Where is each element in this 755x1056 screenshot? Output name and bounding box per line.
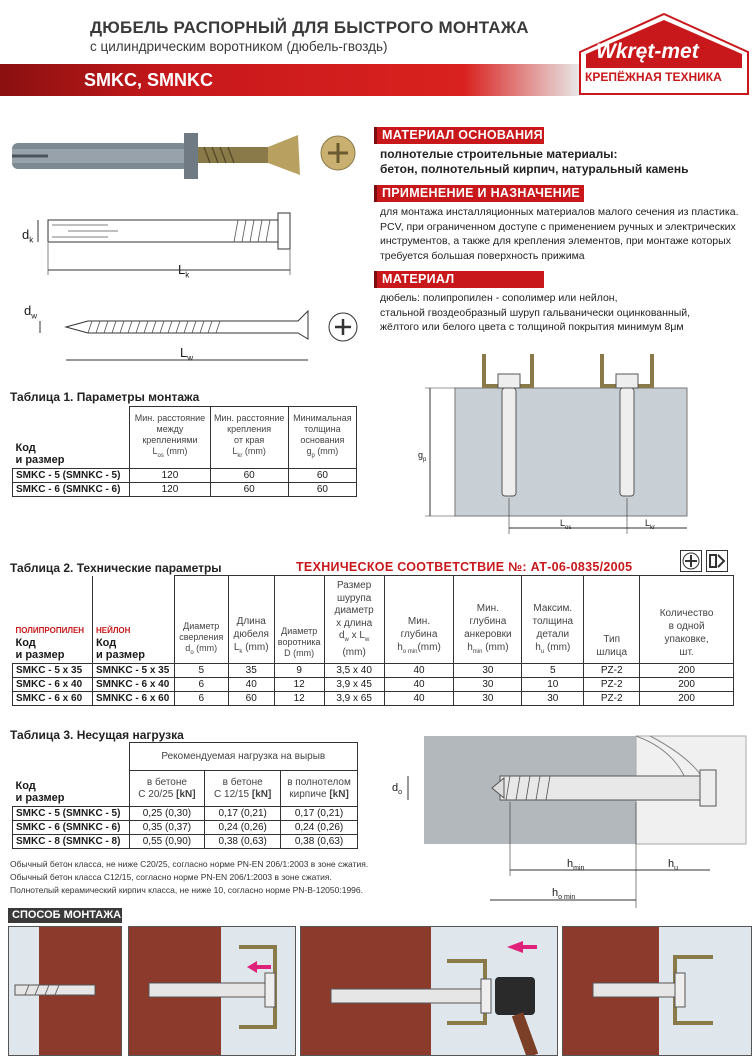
table-row: SMKC - 6 x 60 SMNKC - 6 x 60 6 60 12 3,9 x 65 40 30 30 PZ-2 200 — [13, 692, 734, 706]
table3 — [12, 742, 358, 849]
gp-label: $g_p$ — [418, 450, 427, 463]
table-row: SMKC - 6 (SMNKC - 6) 120 60 60 — [13, 483, 357, 497]
section-material-text: дюбель: полипропилен - сополимер или нейлон, стальной гвоздеобразный шуруп гальванически оцинкованный, жёлтого или белого цвета с толщиной покрытия минимум 8μм — [380, 292, 691, 333]
table3-header-brick: в полнотелом кирпиче [kN] — [281, 771, 358, 807]
insert-step-illustration — [129, 927, 296, 1056]
table-row: SMKC - 8 (SMNKC - 8) 0,55 (0,90) 0,38 (0,63) 0,38 (0,63) — [13, 835, 358, 849]
table3-header-c2025: в бетоне C 20/25 [kN] — [129, 771, 205, 807]
hammer-step-illustration — [301, 927, 558, 1056]
dowel-technical-drawing — [38, 213, 290, 275]
lk-label: $L_k$ — [178, 262, 190, 280]
section-material-heading: МАТЕРИАЛ — [374, 271, 544, 288]
product-codes: SMKC, SMNKC — [84, 70, 213, 90]
table2-code-header-ny: НЕЙЛОН Код и размер — [92, 576, 174, 664]
page-title: ДЮБЕЛЬ РАСПОРНЫЙ ДЛЯ БЫСТРОГО МОНТАЖА — [90, 18, 529, 37]
table2-header-hu: Максим. толщина детали $h_u$ (mm) — [522, 576, 584, 664]
dw-label: $d_w$ — [24, 303, 38, 321]
table2-code-header-pp: ПОЛИПРОПИЛЕН Код и размер — [13, 576, 93, 664]
table2-header-lk: Длина дюбеля $L_k$ (mm) — [228, 576, 274, 664]
montage-step-1 — [8, 926, 122, 1056]
table1 — [12, 406, 357, 497]
table2-header-homin: Мин. глубина $h_{o min}(mm)$ — [384, 576, 454, 664]
table-row: SMKC - 6 x 40 SMNKC - 6 x 40 6 40 12 3,9 x 45 40 30 10 PZ-2 200 — [13, 678, 734, 692]
lw-label: $L_w$ — [180, 345, 194, 363]
homin-label: $h_{o min}$ — [552, 887, 576, 902]
do-label: $d_o$ — [392, 782, 403, 797]
table3-header-c1215: в бетоне C 12/15 [kN] — [205, 771, 281, 807]
table1-code-header: Код и размер — [13, 407, 130, 469]
section-application-heading: ПРИМЕНЕНИЕ И НАЗНАЧЕНИЕ — [374, 185, 584, 202]
dk-label: $d_k$ — [22, 227, 34, 245]
table3-group-header: Рекомендуемая нагрузка на вырыв — [129, 743, 357, 771]
table2 — [12, 575, 734, 706]
finished-step-illustration — [563, 927, 752, 1056]
table3-notes: Обычный бетон класса, не ниже C20/25, согласно норме PN-EN 206/1:2003 в зоне сжатия. Обычный бетон класса C12/15, согласно норме PN-EN 206/1:2003 в зоне сжатия. Полнотелый керамический кирпич класса, не ниже 10, согласно норме PN-B-12050:1996. — [10, 859, 369, 895]
table1-header-gp: Минимальная толщина основания $g_p$ (mm) — [288, 407, 356, 469]
table1-header-los: Мин. расстояние между креплениями $L_{os}$ (mm) — [130, 407, 210, 469]
table2-header-hmin: Мин. глубина анкеровки $h_{min}$ (mm) — [454, 576, 522, 664]
hu-label: $h_u$ — [668, 858, 679, 873]
table2-header-do: Диаметр сверления $d_o$ (mm) — [174, 576, 228, 664]
certificate-number: ТЕХНИЧЕСКОЕ СООТВЕТСТВИЕ №: АТ-06-0835/2005 — [296, 560, 633, 574]
table2-header-d: Диаметр воротника D (mm) — [274, 576, 324, 664]
table-row: SMKC - 5 (SMNKC - 5) 0,25 (0,30) 0,17 (0,21) 0,17 (0,21) — [13, 807, 358, 821]
table-row: SMKC - 5 x 35 SMNKC - 5 x 35 5 35 9 3,5 x 40 40 30 5 PZ-2 200 — [13, 664, 734, 678]
montage-step-4 — [562, 926, 752, 1056]
pozidriv-icon — [680, 550, 702, 572]
logo: Wkręt-met ® — [596, 40, 708, 63]
lkr-label: $L_{kr}$ — [645, 518, 656, 531]
dowel-photo — [12, 133, 355, 179]
table2-header-qty: Количество в одной упаковке, шт. — [640, 576, 734, 664]
montage-step-2 — [128, 926, 296, 1056]
montage-heading: СПОСОБ МОНТАЖА — [8, 908, 122, 923]
section-application-text: для монтажа инсталляционных материалов малого сечения из пластика. PCV, при ограниченном доступе с применением ручных и электрических инструментов, а также для крепления элементов, при монтаже которых требуется большая поверхность прижима — [380, 206, 739, 262]
table2-header-screw: Размер шурупа диаметр х длина $d_w$ x $L_w$ (mm) — [324, 576, 384, 664]
mounting-spacing-diagram — [410, 348, 710, 538]
table2-header-slot: Тип шлица — [584, 576, 640, 664]
screw-technical-drawing — [40, 311, 357, 360]
drill-step-illustration — [9, 927, 122, 1056]
table2-caption: Таблица 2. Технические параметры — [10, 561, 222, 575]
montage-step-3 — [300, 926, 558, 1056]
table-row: SMKC - 5 (SMNKC - 5) 120 60 60 — [13, 469, 357, 483]
hmin-label: $h_{min}$ — [567, 858, 585, 873]
table3-code-header: Код и размер — [13, 743, 130, 807]
table-row: SMKC - 6 (SMNKC - 6) 0,35 (0,37) 0,24 (0,26) 0,24 (0,26) — [13, 821, 358, 835]
table1-header-lkr: Мин. расстояние крепления от края $L_{kr}$ (mm) — [210, 407, 288, 469]
logo-subtitle: КРЕПЁЖНАЯ ТЕХНИКА — [585, 70, 722, 84]
table3-caption: Таблица 3. Несущая нагрузка — [10, 728, 184, 742]
dowel-drawing — [8, 125, 368, 375]
section-base-material-heading: МАТЕРИАЛ ОСНОВАНИЯ — [374, 127, 544, 144]
section-base-material-text: полнотелые строительные материалы: бетон, полнотельный кирпич, натуральный камень — [380, 147, 689, 176]
anchor-depth-diagram — [380, 732, 750, 912]
certificate-icon — [706, 550, 728, 572]
los-label: $L_{os}$ — [560, 518, 572, 531]
table1-caption: Таблица 1. Параметры монтажа — [10, 390, 200, 404]
page-subtitle: с цилиндрическим воротником (дюбель-гвоздь) — [90, 39, 388, 54]
